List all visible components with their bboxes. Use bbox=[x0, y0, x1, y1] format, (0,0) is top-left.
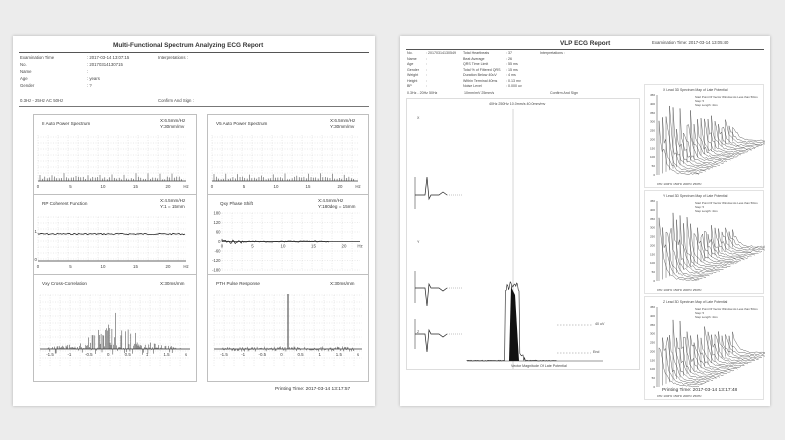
filter-text: 0.3Hz - 20Hz 50Hz bbox=[407, 91, 438, 95]
tick-label: 0 bbox=[220, 243, 224, 249]
info-value: : ? bbox=[87, 83, 92, 88]
tick-label: 1 bbox=[145, 352, 149, 357]
3d-spectrum-map bbox=[644, 190, 764, 294]
spectrum-trace bbox=[663, 117, 703, 173]
map-y-tick: 350 bbox=[649, 322, 655, 327]
lead-y-label: Y bbox=[417, 240, 420, 244]
map-y-tick: 100 bbox=[649, 367, 655, 372]
xyz-lead-strips bbox=[406, 98, 640, 370]
map-legend: Start Point Of Vector Window As Less than 50ms bbox=[695, 95, 758, 99]
panel-scale-x: X:30ms/mm bbox=[330, 281, 355, 286]
map-y-tick: 300 bbox=[649, 225, 655, 230]
spectrum-trace bbox=[712, 335, 752, 363]
3d-spectrum-map bbox=[644, 84, 764, 188]
tick-label: 20 bbox=[337, 184, 343, 189]
info-label: BP bbox=[407, 84, 412, 88]
map-y-tick: 200 bbox=[649, 243, 655, 248]
tick-label: 15 bbox=[305, 184, 311, 189]
param-label: Duration Below 40uV bbox=[463, 73, 497, 77]
spectrum-trace bbox=[673, 320, 713, 381]
spectrum-trace bbox=[673, 107, 713, 168]
title-divider bbox=[406, 49, 764, 50]
marker-40uv: 40 uV bbox=[595, 322, 605, 326]
info-value: : 20170314130715 bbox=[87, 62, 123, 67]
vxy-cross-correlation-panel bbox=[33, 274, 197, 382]
spectrum-trace bbox=[684, 223, 724, 270]
spectrum-trace bbox=[670, 228, 710, 276]
info-value: : bbox=[426, 67, 427, 72]
spectrum-trace bbox=[698, 335, 738, 370]
printing-time: Printing Time: 2017-03-14 13:17:57 bbox=[275, 387, 351, 392]
param-label: Total % of Filtered QRS bbox=[463, 67, 501, 72]
spectrum-trace bbox=[698, 228, 738, 264]
spectrum-trace bbox=[729, 336, 765, 355]
info-value: : bbox=[87, 69, 89, 74]
tick-label: 15 bbox=[133, 184, 138, 189]
tick-label: -0.5 bbox=[258, 352, 267, 357]
pth-pulse-response-panel bbox=[207, 274, 369, 382]
vector-caption: Vector Magnitude Of Late Potential bbox=[511, 364, 567, 368]
spectrum-trace bbox=[722, 336, 762, 359]
tick-label: 0.5 bbox=[297, 352, 304, 357]
spectrum-trace bbox=[701, 338, 741, 368]
info-label: Gender bbox=[407, 67, 419, 72]
tick-label: 0 bbox=[36, 184, 40, 189]
spectrum-trace bbox=[726, 228, 766, 251]
filter-text: 0.3Hz - 25Hz AC 50Hz bbox=[20, 98, 64, 103]
param-value: : 55 ms bbox=[506, 62, 518, 66]
panel-title: RP Coherent Function bbox=[42, 201, 88, 206]
map-y-tick: 350 bbox=[649, 110, 655, 115]
map-y-tick: 450 bbox=[649, 93, 655, 97]
map-y-tick: 300 bbox=[649, 119, 655, 124]
info-value: : bbox=[426, 84, 427, 88]
vector-fill bbox=[509, 287, 519, 361]
panel-plot bbox=[645, 191, 765, 295]
tick-label: 1.5 bbox=[335, 352, 342, 357]
info-value: : bbox=[426, 73, 427, 77]
map-y-tick: 250 bbox=[649, 234, 655, 239]
tick-label: -1.5 bbox=[46, 352, 54, 357]
panel-title: PTH Pulse Response bbox=[216, 281, 260, 286]
param-label: Noise Level bbox=[463, 84, 482, 88]
panel-scale-y: Y:1 = 15mm bbox=[160, 204, 185, 209]
info-label: Examination Time bbox=[20, 55, 55, 60]
spectrum-trace bbox=[719, 331, 759, 359]
spectrum-trace bbox=[680, 108, 720, 165]
info-value: : years bbox=[87, 76, 100, 81]
param-label: QRS Time Limit bbox=[463, 62, 489, 66]
tick-label: 15 bbox=[311, 243, 316, 249]
tick-label: 0 bbox=[280, 352, 283, 357]
map-x-axis-label: 0Hz 100Hz 150Hz 200Hz 250Hz bbox=[657, 394, 702, 398]
map-y-tick: 0 bbox=[653, 173, 655, 177]
panel-plot bbox=[645, 85, 765, 189]
info-value: : bbox=[426, 78, 427, 83]
map-y-tick: 50 bbox=[651, 270, 655, 275]
info-divider bbox=[19, 106, 369, 107]
tick-label: 0 bbox=[36, 264, 40, 269]
panel-title: Vxy Cross-Correlation bbox=[42, 281, 87, 286]
map-legend: Step: 5 bbox=[695, 311, 705, 315]
exam-time: Examination Time: 2017-03-14 13:05:40 bbox=[652, 40, 729, 45]
map-y-tick: 0 bbox=[653, 385, 655, 389]
spectrum-trace bbox=[719, 124, 759, 148]
lead-z-label: Z bbox=[417, 330, 420, 334]
info-label: No. bbox=[20, 62, 27, 67]
map-y-tick: 250 bbox=[649, 128, 655, 133]
printing-time: Printing Time: 2017-03-14 13:17:48 bbox=[662, 388, 738, 393]
map-x-axis-label: 0Hz 100Hz 150Hz 200Hz 250Hz bbox=[657, 182, 702, 186]
qrs-beat bbox=[415, 330, 447, 352]
report-title: VLP ECG Report bbox=[560, 40, 611, 47]
panel-scale-x: X:30ms/mm bbox=[160, 281, 185, 286]
map-x-axis-label: 0Hz 100Hz 150Hz 200Hz 250Hz bbox=[657, 288, 702, 292]
info-value: : bbox=[426, 56, 427, 61]
info-label: Age bbox=[20, 76, 28, 81]
tick-label: 5 bbox=[69, 184, 72, 189]
map-y-tick: 450 bbox=[649, 305, 655, 309]
spectrum-trace bbox=[722, 232, 762, 252]
vlp-report-page bbox=[400, 36, 770, 406]
param-value: : 0.000 uv bbox=[506, 84, 522, 88]
qxy-phase-shift-panel bbox=[207, 194, 369, 276]
qrs-beat bbox=[415, 177, 447, 199]
tick-label: Hz bbox=[357, 243, 363, 249]
tick-label: 5 bbox=[251, 243, 254, 249]
map-y-tick: 200 bbox=[649, 137, 655, 142]
tick-label: 20 bbox=[341, 243, 347, 249]
map-y-tick: 400 bbox=[649, 207, 655, 212]
panel-scale-x: X:4.5mm/Hz bbox=[160, 198, 186, 203]
map-y-tick: 50 bbox=[651, 164, 655, 169]
panel-plot bbox=[407, 99, 639, 369]
map-y-tick: 150 bbox=[649, 358, 655, 363]
param-label: Beat Average bbox=[463, 56, 485, 61]
map-y-tick: 450 bbox=[649, 199, 655, 203]
ii-auto-power-spectrum-panel bbox=[33, 114, 197, 196]
spectrum-trace bbox=[701, 234, 741, 262]
y-tick-label: -60 bbox=[214, 248, 221, 254]
filter-text-2: 10mm/mV 25mm/s bbox=[464, 91, 495, 95]
panel-plot bbox=[208, 275, 368, 381]
spectrum-trace bbox=[663, 227, 703, 279]
panel-scale-y: Y:30mm/mv bbox=[160, 124, 185, 129]
spectrum-trace bbox=[680, 321, 720, 377]
panel-plot bbox=[645, 297, 765, 401]
tick-label: 10 bbox=[100, 184, 106, 189]
spectrum-trace bbox=[719, 229, 759, 254]
spectrum-trace bbox=[694, 124, 734, 159]
spectrum-trace bbox=[659, 121, 699, 175]
map-legend: Step Length: 4ms bbox=[695, 209, 718, 213]
panel-scale-x: X:4.5mm/Hz bbox=[318, 198, 344, 203]
panel-scale-y: Y:180deg = 15mm bbox=[318, 204, 356, 209]
panel-scale-y: Y:30mm/mv bbox=[330, 124, 355, 129]
tick-label: -1 bbox=[241, 352, 246, 357]
panel-plot bbox=[34, 115, 196, 195]
tick-label: 10 bbox=[100, 264, 106, 269]
info-value: : 2017-03-14 13:07:15 bbox=[87, 55, 130, 60]
tick-label: 1.5 bbox=[163, 352, 170, 357]
y-tick-label: -180 bbox=[212, 267, 221, 273]
map-legend: Step: 5 bbox=[695, 99, 705, 103]
interpretations-label: Interpretations : bbox=[158, 55, 188, 60]
tick-label: 0 bbox=[210, 184, 214, 189]
tick-label: 20 bbox=[165, 264, 171, 269]
map-y-tick: 0 bbox=[653, 279, 655, 283]
spectrum-trace bbox=[659, 218, 699, 281]
param-value: : 26 bbox=[506, 56, 512, 61]
tick-label: Hz bbox=[355, 184, 361, 189]
map-title: Y Lead 3D Spectrum Map of Late Potential bbox=[663, 194, 728, 198]
map-legend: Start Point Of Vector Window As Less than 50ms bbox=[695, 201, 758, 205]
tick-label: s bbox=[184, 352, 188, 357]
tick-label: 10 bbox=[273, 184, 279, 189]
tick-label: 0.5 bbox=[124, 352, 131, 357]
tick-label: -1.5 bbox=[220, 352, 228, 357]
map-y-tick: 200 bbox=[649, 349, 655, 354]
y-tick-label: 60 bbox=[215, 229, 221, 235]
tick-label: 5 bbox=[69, 264, 72, 269]
title-divider bbox=[19, 52, 369, 53]
confirm-sign-label: Confirm And Sign : bbox=[158, 98, 194, 103]
y-tick-label: 0 bbox=[34, 257, 37, 262]
tick-label: Hz bbox=[183, 264, 189, 269]
param-value: : 0.13 mv bbox=[506, 78, 521, 83]
panel-plot bbox=[34, 275, 196, 381]
spectrum-trace bbox=[687, 125, 727, 163]
spectrum-trace bbox=[715, 121, 755, 149]
spectrum-trace bbox=[708, 332, 748, 365]
map-y-tick: 150 bbox=[649, 252, 655, 257]
marker-end: End bbox=[593, 350, 600, 354]
interpretations-label: Interpretations : bbox=[540, 51, 565, 55]
lead-x-label: X bbox=[417, 116, 420, 120]
v5-auto-power-spectrum-panel bbox=[207, 114, 369, 196]
info-label: Height bbox=[407, 78, 418, 83]
tick-label: 0 bbox=[107, 352, 110, 357]
tick-label: -1 bbox=[67, 352, 72, 357]
info-value: : 20170314130549 bbox=[426, 51, 456, 55]
y-tick-label: 1 bbox=[34, 229, 37, 234]
info-label: Gender bbox=[20, 83, 35, 88]
info-label: No. bbox=[407, 51, 413, 55]
panel-scale-x: X:6.5mm/Hz bbox=[330, 118, 356, 123]
tick-label: Hz bbox=[183, 184, 189, 189]
tick-label: 10 bbox=[280, 243, 286, 249]
param-label: Within Terminal 40ms bbox=[463, 78, 498, 83]
report-title: Multi-Functional Spectrum Analyzing ECG Report bbox=[113, 42, 264, 49]
map-y-tick: 400 bbox=[649, 101, 655, 106]
map-y-tick: 100 bbox=[649, 155, 655, 160]
tick-label: s bbox=[356, 352, 360, 357]
map-legend: Step: 5 bbox=[695, 205, 705, 209]
panel-title: Qxy Phase Shift bbox=[220, 201, 253, 206]
coherence-line bbox=[38, 233, 185, 234]
qrs-beat bbox=[415, 284, 447, 306]
y-tick-label: 120 bbox=[213, 220, 221, 225]
info-label: Name bbox=[407, 56, 417, 61]
map-y-tick: 350 bbox=[649, 216, 655, 221]
spectrum-trace bbox=[659, 348, 699, 387]
tick-label: -0.5 bbox=[85, 352, 93, 357]
tick-label: 15 bbox=[133, 264, 138, 269]
map-legend: Start Point Of Vector Window As Less than 50ms bbox=[695, 307, 758, 311]
panel-title: II Auto Power Spectrum bbox=[42, 121, 91, 126]
y-tick-label: 0 bbox=[218, 239, 221, 244]
map-y-tick: 100 bbox=[649, 261, 655, 266]
map-y-tick: 150 bbox=[649, 146, 655, 151]
panel-title: V5 Auto Power Spectrum bbox=[216, 121, 268, 126]
map-y-tick: 50 bbox=[651, 376, 655, 381]
info-value: : bbox=[426, 62, 427, 66]
param-value: : 37 bbox=[506, 51, 512, 55]
info-label: Name bbox=[20, 69, 32, 74]
tick-label: 1 bbox=[318, 352, 321, 357]
map-legend: Step Length: 4ms bbox=[695, 103, 718, 107]
panel-plot bbox=[208, 195, 368, 275]
map-y-tick: 400 bbox=[649, 313, 655, 318]
spectrum-trace bbox=[673, 213, 713, 275]
rp-coherent-function-panel bbox=[33, 194, 197, 276]
spectrum-trace bbox=[694, 343, 734, 371]
3d-spectrum-map bbox=[644, 296, 764, 400]
map-y-tick: 250 bbox=[649, 340, 655, 345]
y-tick-label: 180 bbox=[213, 210, 221, 216]
tick-label: 5 bbox=[242, 184, 246, 189]
y-tick-label: -120 bbox=[212, 258, 221, 263]
tick-label: 20 bbox=[165, 184, 171, 189]
panel-plot bbox=[208, 115, 368, 195]
param-value: : 4 ms bbox=[506, 73, 516, 77]
spectrum-trace bbox=[733, 332, 766, 354]
panel-plot bbox=[34, 195, 196, 275]
info-label: Weight bbox=[407, 73, 419, 77]
param-label: Total Heartbeats bbox=[463, 51, 490, 55]
map-y-tick: 300 bbox=[649, 331, 655, 336]
map-legend: Step Length: 4ms bbox=[695, 315, 718, 319]
param-value: : 15 ms bbox=[506, 67, 518, 72]
info-label: Age bbox=[407, 62, 414, 66]
panel-scale-x: X:6.5mm/Hz bbox=[160, 118, 186, 123]
map-title: Z Lead 3D Spectrum Map of Late Potential bbox=[663, 300, 728, 304]
spectrum-trace bbox=[687, 217, 727, 268]
confirm-sign-label: Confirm And Sign bbox=[550, 91, 578, 95]
spectrum-trace bbox=[722, 127, 762, 146]
map-title: X Lead 3D Spectrum Map of Late Potential bbox=[663, 88, 728, 92]
spectrum-trace bbox=[701, 118, 741, 156]
spectrum-report-page bbox=[13, 36, 375, 406]
strip-caption: 40Hz 250Hz 10.0mm/s 40.0mm/mv bbox=[489, 102, 546, 106]
